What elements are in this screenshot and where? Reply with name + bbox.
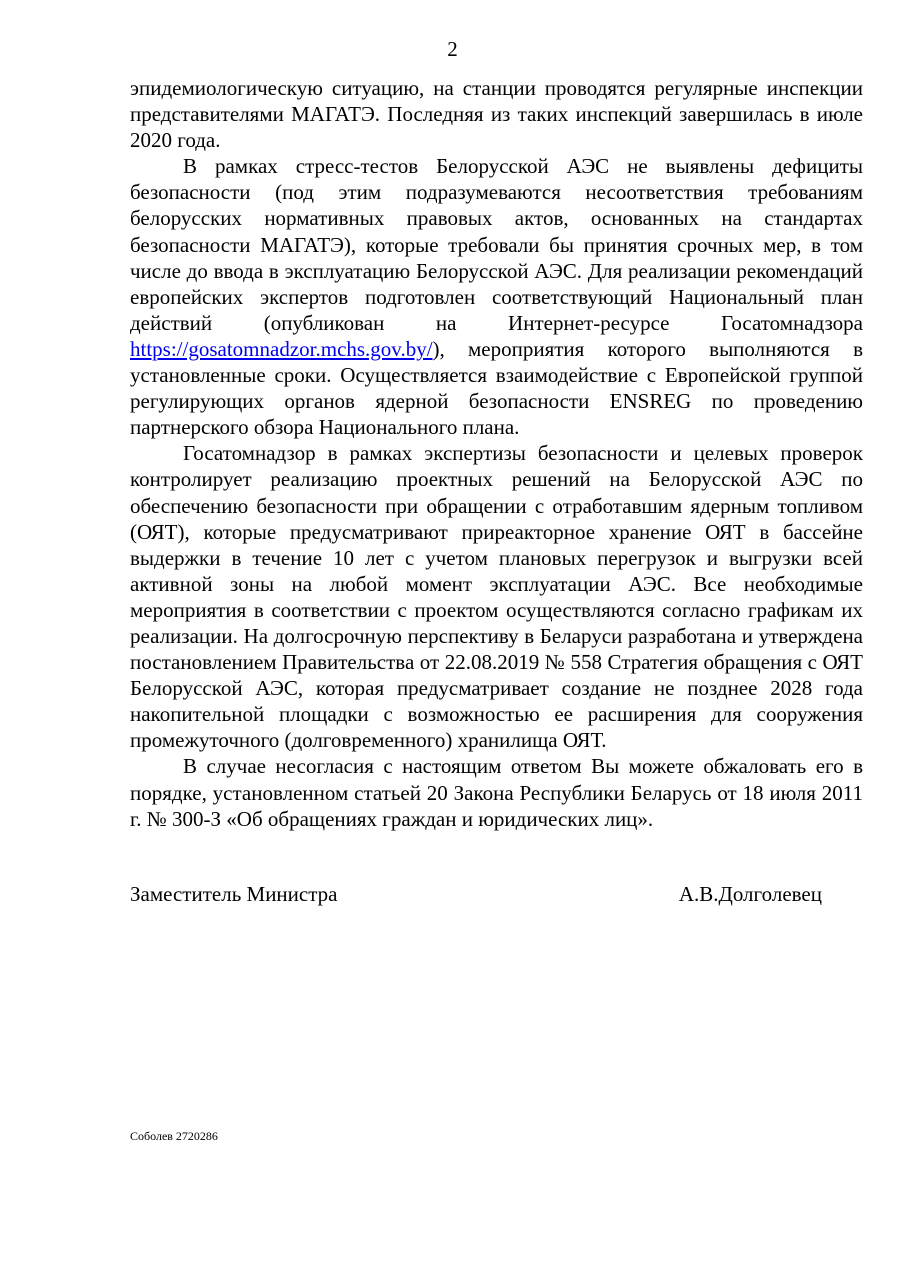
gosatomnadzor-link[interactable]: https://gosatomnadzor.mchs.gov.by/ <box>130 336 433 361</box>
letter-body <box>130 75 863 832</box>
paragraph-2 <box>130 153 863 440</box>
paragraph-3: Госатомнадзор в рамках экспертизы безопасности и целевых проверок контролирует реализацию проектных решений на Белорусской АЭС по обеспечению безопасности при обращении с отработавшим ядерным топливом (ОЯТ), которые предусматривают приреакторное хранение ОЯТ в бассейне выдержки в течение 10 лет с учетом плановых перегрузок и выгрузки всей активной зоны на любой момент эксплуатации АЭС. Все необходимые мероприятия в соответствии с проектом осуществляются согласно графикам их реализации. На долгосрочную перспективу в Беларуси разработана и утверждена постановлением Правительства от 22.08.2019 № 558 Стратегия обращения с ОЯТ Белорусской АЭС, которая предусматривает создание не позднее 2028 года накопительной площадки с возможностью ее расширения для сооружения промежуточного (долговременного) хранилища ОЯТ. <box>130 441 863 753</box>
page-number: 2 <box>447 37 458 61</box>
signatory-name: А.В.Долголевец <box>678 882 822 906</box>
signatory-position: Заместитель Министра <box>130 882 338 906</box>
paragraph-2-text-start: В рамках стресс-тестов Белорусской АЭС не выявлены дефициты безопасности (под этим подразумеваются несоответствия требованиям белорусских нормативных правовых актов, основанных на стандартах безопасности МАГАТЭ), которые требовали бы принятия срочных мер, в том числе до ввода в эксплуатацию Белорусской АЭС. Для реализации рекомендаций европейских экспертов подготовлен соответствующий Национальный план действий (опубликован на Интернет-ресурсе Госатомнадзора <box>130 154 863 335</box>
signature-block <box>130 881 822 907</box>
paragraph-1: эпидемиологическую ситуацию, на станции проводятся регулярные инспекции представителями МАГАТЭ. Последняя из таких инспекций завершилась в июле 2020 года. <box>130 76 863 153</box>
paragraph-4: В случае несогласия с настоящим ответом Вы можете обжаловать его в порядке, установленном статьей 20 Закона Республики Беларусь от 18 июля 2011 г. № 300-З «Об обращениях граждан и юридических лиц». <box>130 754 863 831</box>
executor-note: Соболев 2720286 <box>130 1129 218 1143</box>
paragraph-2-text-end: ), мероприятия которого выполняются в установленные сроки. Осуществляется взаимодействие с Европейской группой регулирующих органов ядерной безопасности ENSREG по проведению партнерского обзора Национального плана. <box>130 336 863 440</box>
